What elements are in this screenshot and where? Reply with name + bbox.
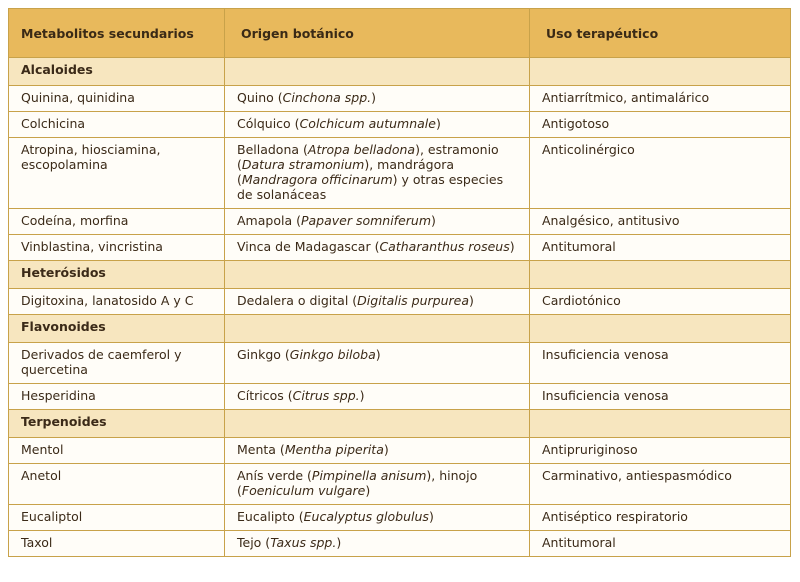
section-empty-cell xyxy=(530,410,791,438)
species-name: Datura stramonium xyxy=(241,157,365,172)
cell-uso: Antiarrítmico, antimalárico xyxy=(530,86,791,112)
table-row xyxy=(9,464,791,505)
species-name: Papaver somniferum xyxy=(300,213,432,228)
table-row xyxy=(9,112,791,138)
cell-metabolito: Hesperidina xyxy=(9,384,225,410)
table-header-row xyxy=(9,9,791,58)
cell-metabolito: Eucaliptol xyxy=(9,505,225,531)
table-row xyxy=(9,505,791,531)
cell-origen: Menta (Mentha piperita) xyxy=(225,438,530,464)
table-row xyxy=(9,289,791,315)
section-title: Alcaloides xyxy=(9,58,225,86)
section-empty-cell xyxy=(225,261,530,289)
section-row xyxy=(9,58,791,86)
species-name: Mentha piperita xyxy=(284,442,384,457)
cell-origen: Eucalipto (Eucalyptus globulus) xyxy=(225,505,530,531)
table-row xyxy=(9,209,791,235)
cell-origen: Amapola (Papaver somniferum) xyxy=(225,209,530,235)
cell-origen: Ginkgo (Ginkgo biloba) xyxy=(225,343,530,384)
cell-uso: Analgésico, antitusivo xyxy=(530,209,791,235)
cell-metabolito: Colchicina xyxy=(9,112,225,138)
cell-uso: Carminativo, antiespasmódico xyxy=(530,464,791,505)
species-name: Foeniculum vulgare xyxy=(241,483,366,498)
cell-uso: Antiséptico respiratorio xyxy=(530,505,791,531)
table-row xyxy=(9,235,791,261)
section-empty-cell xyxy=(225,315,530,343)
section-empty-cell xyxy=(530,58,791,86)
section-empty-cell xyxy=(225,410,530,438)
cell-metabolito: Quinina, quinidina xyxy=(9,86,225,112)
table-row xyxy=(9,86,791,112)
species-name: Ginkgo biloba xyxy=(289,347,376,362)
section-empty-cell xyxy=(530,261,791,289)
species-name: Atropa belladona xyxy=(307,142,416,157)
cell-uso: Anticolinérgico xyxy=(530,138,791,209)
section-title: Terpenoides xyxy=(9,410,225,438)
section-row xyxy=(9,410,791,438)
species-name: Eucalyptus globulus xyxy=(303,509,429,524)
header-metabolitos: Metabolitos secundarios xyxy=(9,9,225,58)
section-empty-cell xyxy=(225,58,530,86)
cell-metabolito: Derivados de caemferol y quercetina xyxy=(9,343,225,384)
cell-uso: Antitumoral xyxy=(530,235,791,261)
table-body xyxy=(9,58,791,557)
cell-origen: Vinca de Madagascar (Catharanthus roseus) xyxy=(225,235,530,261)
section-row xyxy=(9,315,791,343)
species-name: Digitalis purpurea xyxy=(357,293,470,308)
cell-uso: Antitumoral xyxy=(530,531,791,557)
cell-uso: Insuficiencia venosa xyxy=(530,384,791,410)
metabolites-table xyxy=(8,8,791,557)
cell-origen: Tejo (Taxus spp.) xyxy=(225,531,530,557)
cell-origen: Belladona (Atropa belladona), estramonio (Datura stramonium), mandrágora (Mandragora officinarum) y otras especies de solanáceas xyxy=(225,138,530,209)
cell-metabolito: Anetol xyxy=(9,464,225,505)
species-name: Colchicum autumnale xyxy=(299,116,436,131)
cell-origen: Cólquico (Colchicum autumnale) xyxy=(225,112,530,138)
cell-metabolito: Mentol xyxy=(9,438,225,464)
cell-uso: Insuficiencia venosa xyxy=(530,343,791,384)
header-origen: Origen botánico xyxy=(225,9,530,58)
cell-origen: Cítricos (Citrus spp.) xyxy=(225,384,530,410)
section-empty-cell xyxy=(530,315,791,343)
cell-metabolito: Taxol xyxy=(9,531,225,557)
species-name: Citrus spp. xyxy=(292,388,360,403)
cell-uso: Cardiotónico xyxy=(530,289,791,315)
table-row xyxy=(9,438,791,464)
table-row xyxy=(9,138,791,209)
cell-metabolito: Digitoxina, lanatosido A y C xyxy=(9,289,225,315)
cell-metabolito: Vinblastina, vincristina xyxy=(9,235,225,261)
species-name: Taxus spp. xyxy=(270,535,337,550)
cell-metabolito: Codeína, morfina xyxy=(9,209,225,235)
table-row xyxy=(9,384,791,410)
section-row xyxy=(9,261,791,289)
species-name: Pimpinella anisum xyxy=(311,468,427,483)
cell-origen: Dedalera o digital (Digitalis purpurea) xyxy=(225,289,530,315)
cell-metabolito: Atropina, hiosciamina, escopolamina xyxy=(9,138,225,209)
section-title: Flavonoides xyxy=(9,315,225,343)
cell-origen: Quino (Cinchona spp.) xyxy=(225,86,530,112)
cell-uso: Antigotoso xyxy=(530,112,791,138)
cell-origen: Anís verde (Pimpinella anisum), hinojo (Foeniculum vulgare) xyxy=(225,464,530,505)
species-name: Mandragora officinarum xyxy=(241,172,393,187)
species-name: Cinchona spp. xyxy=(282,90,372,105)
table-container xyxy=(8,8,790,557)
species-name: Catharanthus roseus xyxy=(379,239,510,254)
table-row xyxy=(9,531,791,557)
cell-uso: Antipruriginoso xyxy=(530,438,791,464)
table-row xyxy=(9,343,791,384)
header-uso: Uso terapéutico xyxy=(530,9,791,58)
section-title: Heterósidos xyxy=(9,261,225,289)
